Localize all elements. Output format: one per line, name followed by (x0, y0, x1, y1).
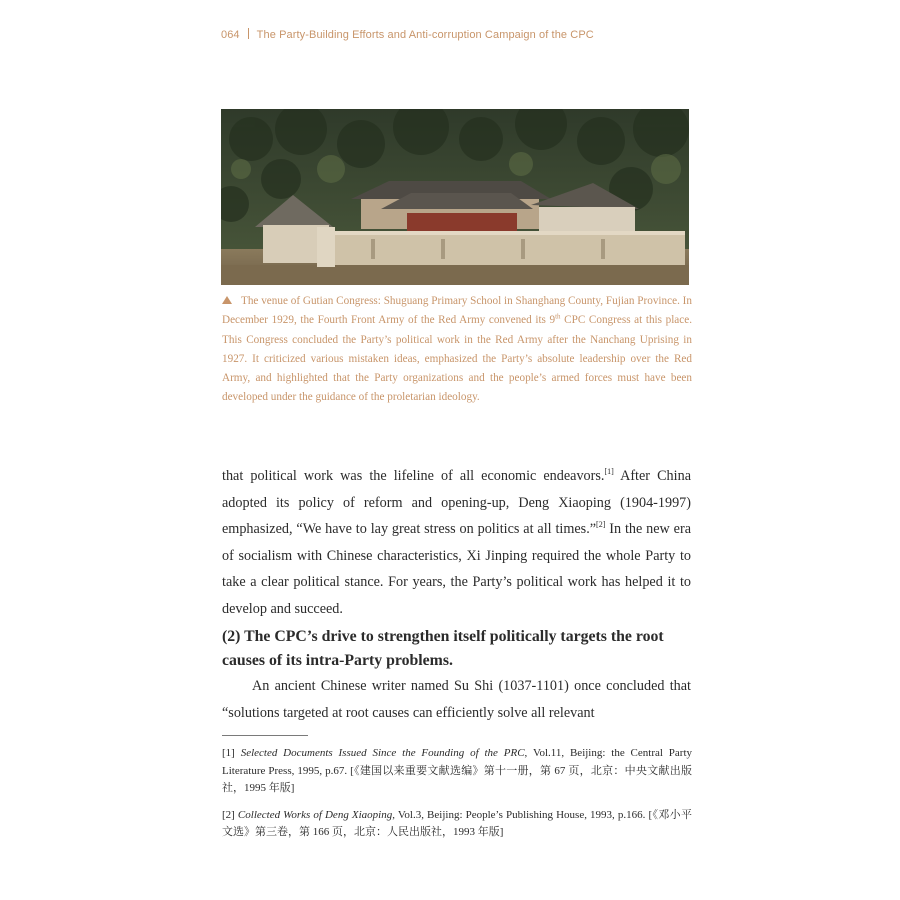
body-paragraph-1 (222, 463, 691, 622)
footnote-2-rest: , Vol.3, Beijing: People’s Publishing House, 1993, p.166. [《邓小平文选》第三卷，第 166 页，北京：人民出版社，1993 年版] (222, 808, 692, 839)
page-number: 064 (221, 29, 240, 41)
caption-superscript: th (555, 312, 561, 321)
footnote-2-title: Collected Works of Deng Xiaoping (237, 808, 393, 821)
footnote-1-ref: [1] (222, 747, 235, 759)
photo-caption (222, 292, 692, 408)
footnote-1 (222, 745, 692, 798)
running-title: The Party-Building Efforts and Anti-corruption Campaign of the CPC (256, 29, 594, 41)
body-paragraph-2-text: An ancient Chinese writer named Su Shi (1037-1101) once concluded that “solutions targeted at root causes can efficiently solve all relevant (222, 678, 691, 721)
footnote-2 (222, 807, 692, 842)
section-heading: (2) The CPC’s drive to strengthen itself politically targets the root causes of its intra-Party problems. (222, 628, 664, 669)
footnote-ref-2[interactable]: [2] (596, 520, 606, 529)
photo-illustration (221, 109, 689, 285)
caption-text-part2: CPC Congress at this place. This Congress concluded the Party’s political work in the Red Army after the Nanchang Uprising in 1927. It criticized various mistaken ideas, emphasized the Party’s absolute leadership over the Red Army, and highlighted that the Party organizations and the people’s armed forces must have been developed under the guidance of the proletarian ideology. (222, 314, 692, 404)
footnote-1-title: Selected Documents Issued Since the Founding of the PRC (240, 747, 525, 759)
footnote-divider (222, 735, 308, 736)
footnote-2-ref: [2] (222, 808, 235, 821)
header-divider (248, 28, 249, 39)
footnotes (222, 745, 692, 851)
footnote-1-rest: , Vol.11, Beijing: the Central Party Literature Press, 1995, p.67. [《建国以来重要文献选编》第十一册，第 67 页，北京：中央文献出版社，1995 年版] (222, 747, 693, 795)
footnote-ref-1[interactable]: [1] (604, 467, 614, 476)
triangle-marker-icon (222, 296, 232, 304)
body-text-b: After China adopted its policy of reform and opening-up, Deng Xiaoping (1904-1997) emphasized, “We have to lay great stress on politics at all times.” (222, 468, 691, 537)
caption-text-part1: The venue of Gutian Congress: Shuguang Primary School in Shanghang County, Fujian Province. In December 1929, the Fourth Front Army of the Red Army convened its 9 (222, 295, 692, 327)
body-text-c: In the new era of socialism with Chinese characteristics, Xi Jinping required the whole Party to take a clear political stance. For years, the Party’s political work has helped it to develop and succeed. (222, 521, 692, 617)
body-paragraph-2 (222, 673, 691, 726)
body-text-a: that political work was the lifeline of all economic endeavors. (222, 468, 605, 484)
running-head (221, 28, 594, 41)
photo-shuguang-school (221, 109, 689, 285)
